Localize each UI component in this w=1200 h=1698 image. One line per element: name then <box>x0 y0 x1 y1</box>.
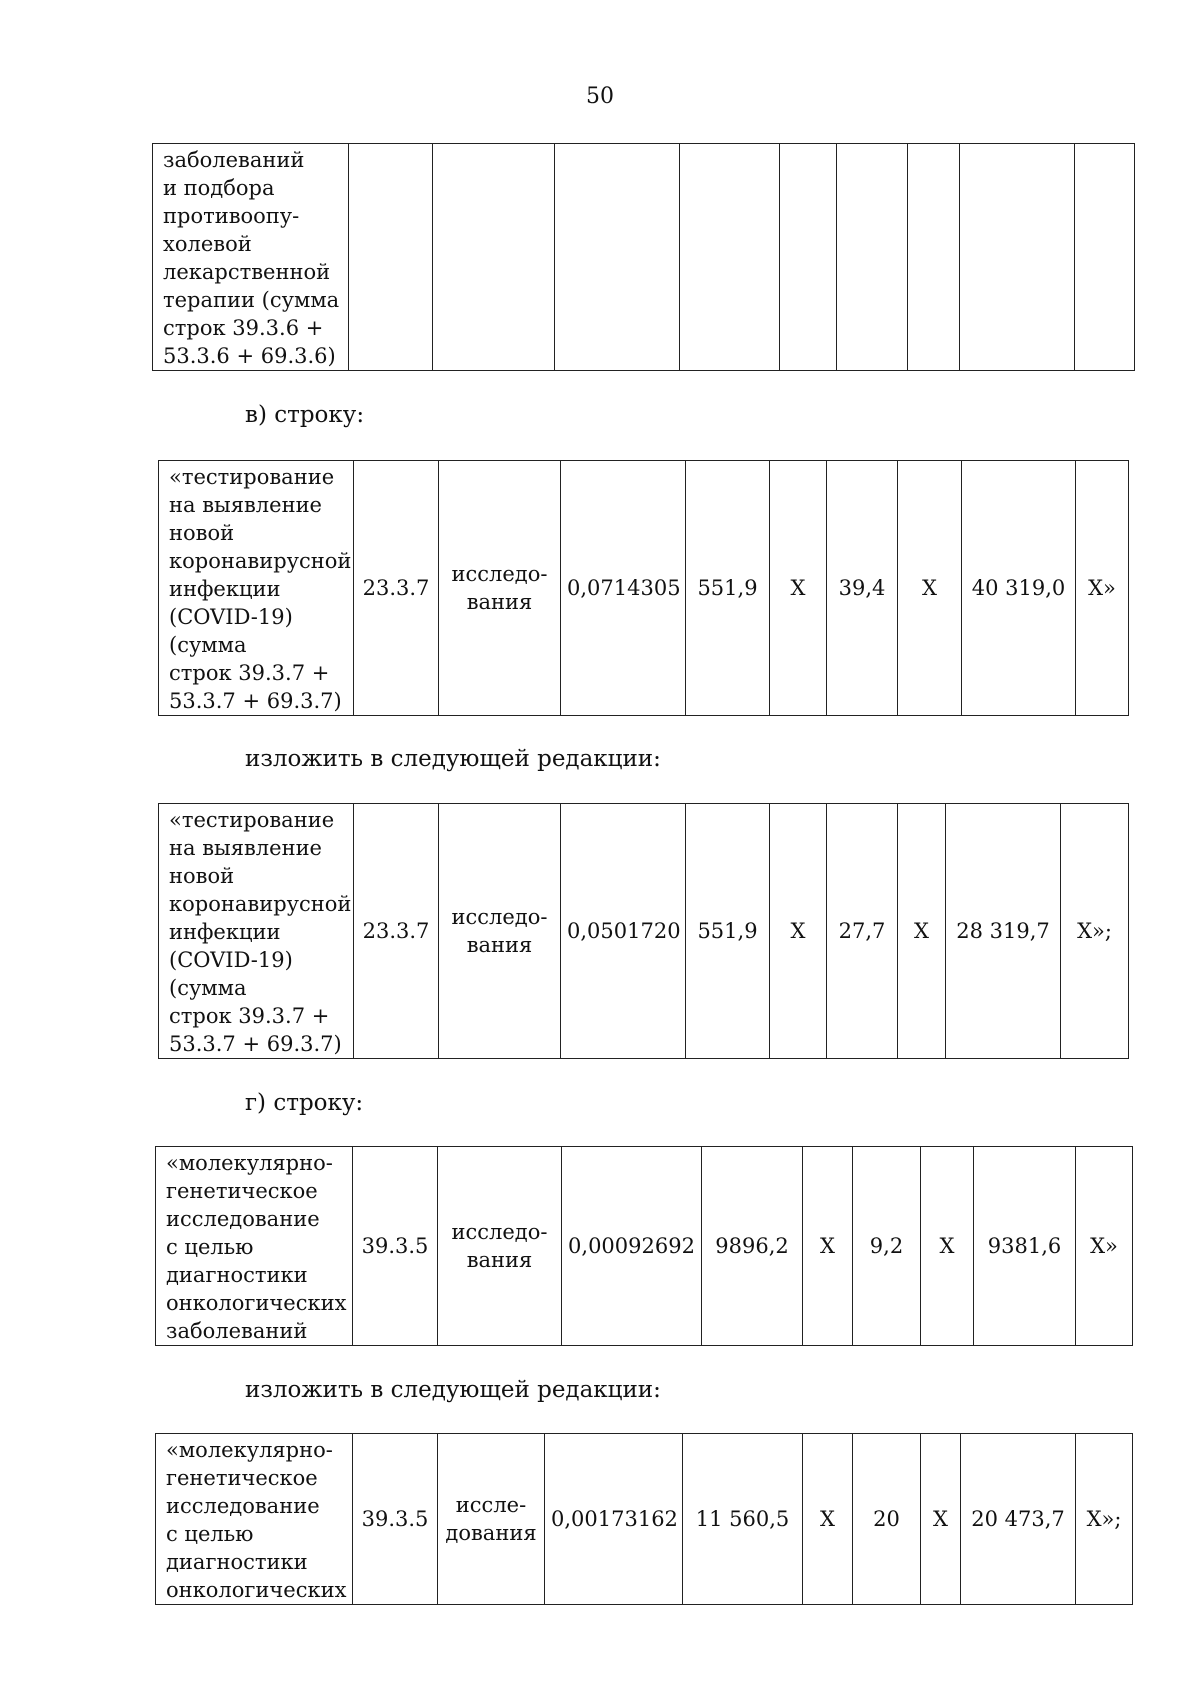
cell-c10: Х»; <box>1076 1434 1133 1605</box>
cell-name: «молекулярно- генетическое исследование с целью диагностики онкологических <box>156 1434 353 1605</box>
cell-cost: 11 560,5 <box>683 1434 803 1605</box>
cell-c8 <box>908 144 960 371</box>
cell-c9: 28 319,7 <box>946 804 1061 1059</box>
cell-c9: 9381,6 <box>974 1147 1076 1346</box>
cell-unit <box>433 144 555 371</box>
cell-c9 <box>960 144 1075 371</box>
cell-c10: Х»; <box>1061 804 1129 1059</box>
paragraph-edit-1: изложить в следующей редакции: <box>245 746 661 772</box>
cell-name: «молекулярно- генетическое исследование с целью диагностики онкологических заболеваний <box>156 1147 353 1346</box>
cell-c6: Х <box>803 1147 853 1346</box>
cell-rate: 0,0714305 <box>561 461 686 716</box>
cell-c10: Х» <box>1076 1147 1133 1346</box>
cell-unit: исследо- вания <box>439 461 561 716</box>
cell-code: 39.3.5 <box>353 1147 438 1346</box>
cell-rate: 0,00092692 <box>562 1147 702 1346</box>
cell-unit: иссле- дования <box>438 1434 545 1605</box>
cell-rate <box>555 144 680 371</box>
cell-name: «тестирование на выявление новой коронавирусной инфекции (COVID-19) (сумма строк 39.3.7 + 53.3.7 + 69.3.7) <box>159 461 354 716</box>
table-row <box>156 1434 1133 1605</box>
cell-c9: 40 319,0 <box>962 461 1076 716</box>
cell-c7: 9,2 <box>853 1147 921 1346</box>
table-row <box>153 144 1135 371</box>
cell-c9: 20 473,7 <box>961 1434 1076 1605</box>
cell-c8: Х <box>898 804 946 1059</box>
table-row <box>159 461 1129 716</box>
cell-c8: Х <box>898 461 962 716</box>
cell-unit: исследо- вания <box>439 804 561 1059</box>
table-continuation <box>152 143 1135 371</box>
cell-cost <box>680 144 780 371</box>
table-molecular-new <box>155 1433 1133 1605</box>
cell-c7: 20 <box>853 1434 921 1605</box>
cell-cost: 551,9 <box>686 804 770 1059</box>
table-covid-new <box>158 803 1129 1059</box>
page-number: 50 <box>586 84 614 109</box>
cell-c6 <box>780 144 837 371</box>
table-row <box>156 1147 1133 1346</box>
cell-c6: Х <box>770 461 827 716</box>
cell-code: 23.3.7 <box>354 461 439 716</box>
cell-cost: 9896,2 <box>702 1147 803 1346</box>
table-row <box>159 804 1129 1059</box>
paragraph-v-row: в) строку: <box>245 402 365 428</box>
cell-rate: 0,0501720 <box>561 804 686 1059</box>
cell-code: 23.3.7 <box>354 804 439 1059</box>
cell-c8: Х <box>921 1434 961 1605</box>
cell-c7: 39,4 <box>827 461 898 716</box>
cell-name: «тестирование на выявление новой коронавирусной инфекции (COVID-19) (сумма строк 39.3.7 + 53.3.7 + 69.3.7) <box>159 804 354 1059</box>
cell-c7: 27,7 <box>827 804 898 1059</box>
paragraph-g-row: г) строку: <box>245 1090 364 1116</box>
cell-c6: Х <box>803 1434 853 1605</box>
cell-c7 <box>837 144 908 371</box>
cell-c10: Х» <box>1076 461 1129 716</box>
cell-rate: 0,00173162 <box>545 1434 683 1605</box>
table-covid-old <box>158 460 1129 716</box>
cell-code <box>349 144 433 371</box>
cell-name: заболеваний и подбора противоопу- холевой лекарственной терапии (сумма строк 39.3.6 + 53.3.6 + 69.3.6) <box>153 144 349 371</box>
cell-unit: исследо- вания <box>438 1147 562 1346</box>
cell-cost: 551,9 <box>686 461 770 716</box>
cell-code: 39.3.5 <box>353 1434 438 1605</box>
table-molecular-old <box>155 1146 1133 1346</box>
cell-c6: Х <box>770 804 827 1059</box>
cell-c8: Х <box>921 1147 974 1346</box>
cell-c10 <box>1075 144 1135 371</box>
paragraph-edit-2: изложить в следующей редакции: <box>245 1377 661 1403</box>
